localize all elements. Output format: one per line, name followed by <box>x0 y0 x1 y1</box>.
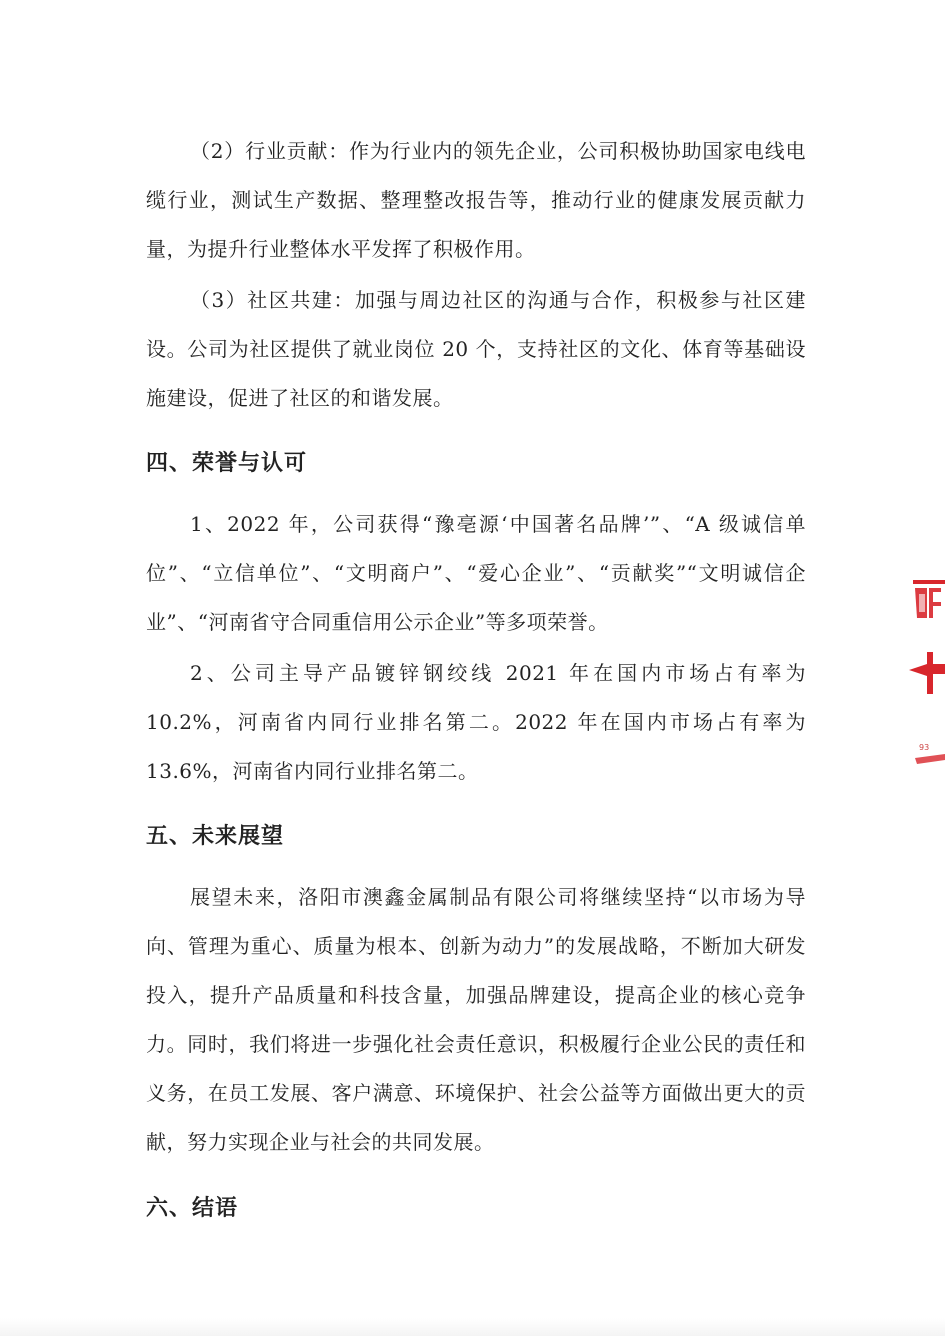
paragraph-future-outlook: 展望未来，洛阳市澳鑫金属制品有限公司将继续坚持“以市场为导向、管理为重心、质量为根本、创新为动力”的发展战略，不断加大研发投入，提升产品质量和科技含量，加强品牌建设，提高企业的核心竞争力。同时，我们将进一步强化社会责任意识，积极履行企业公民的责任和义务，在员工发展、客户满意、环境保护、社会公益等方面做出更大的贡献，努力实现企业与社会的共同发展。 <box>146 885 806 1154</box>
paragraph-market-share: 2、公司主导产品镀锌钢绞线 2021 年在国内市场占有率为 10.2%，河南省内同行业排名第二。2022 年在国内市场占有率为 13.6%，河南省内同行业排名第二。 <box>146 661 806 783</box>
seal-number: 93 <box>919 743 930 752</box>
heading-honors: 四、荣誉与认可 <box>146 451 308 476</box>
paragraph-honors-list: 1、2022 年，公司获得“豫亳源‘中国著名品牌’”、“A 级诚信单位”、“立信单位”、“文明商户”、“爱心企业”、“贡献奖”“文明诚信企业”、“河南省守合同重信用公示企业”等多项荣誉。 <box>146 512 806 634</box>
partial-seal-stamp <box>905 578 945 768</box>
paragraph-industry-contribution: （2）行业贡献：作为行业内的领先企业，公司积极协助国家电线电缆行业，测试生产数据、整理整改报告等，推动行业的健康发展贡献力量，为提升行业整体水平发挥了积极作用。 <box>146 139 806 261</box>
heading-future-outlook: 五、未来展望 <box>146 824 285 849</box>
heading-conclusion: 六、结语 <box>146 1196 239 1221</box>
scan-bottom-edge <box>0 1318 945 1336</box>
paragraph-community-building: （3）社区共建：加强与周边社区的沟通与合作，积极参与社区建设。公司为社区提供了就业岗位 20 个，支持社区的文化、体育等基础设施建设，促进了社区的和谐发展。 <box>146 288 806 410</box>
